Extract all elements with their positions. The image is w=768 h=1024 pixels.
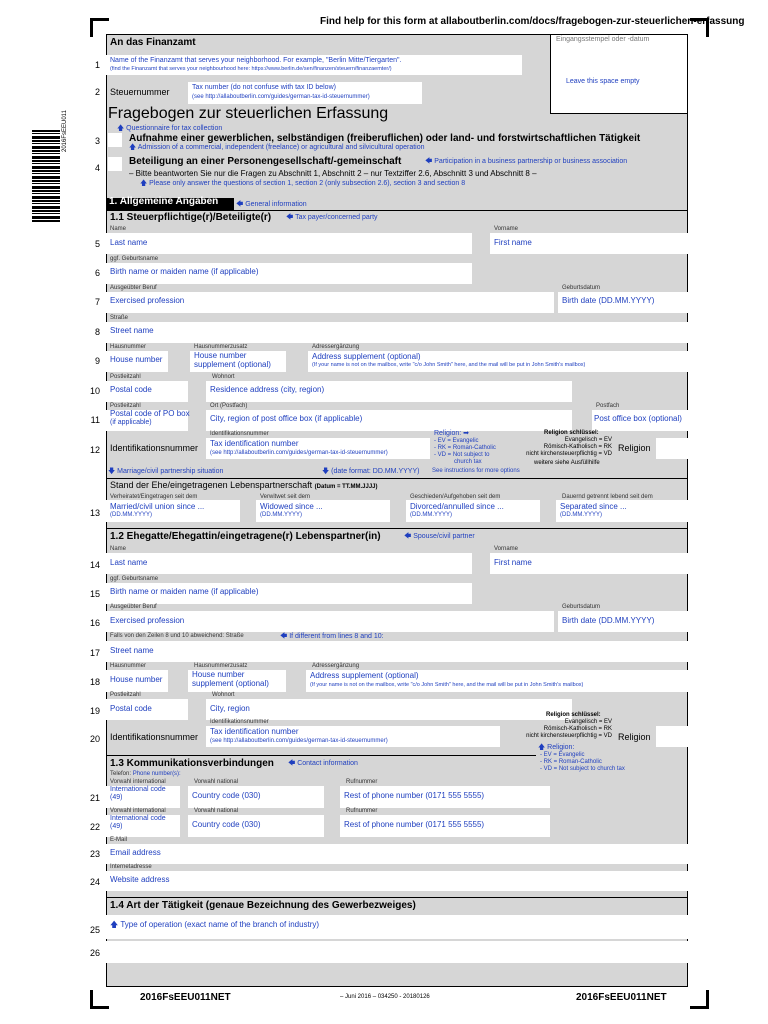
line-number: 14 — [89, 560, 100, 570]
s13-title: 1.3 Kommunikationsverbindungen — [110, 758, 274, 769]
spouse-strasse-hint: 🡄 If different from lines 8 and 10: — [280, 633, 384, 640]
steuernummer-hint: (see http://allaboutberlin.com/guides/german-tax-id-steuernummer) — [192, 94, 370, 100]
s12-hint: 🡄 Spouse/civil partner — [404, 533, 475, 540]
s12-hint-text: Spouse/civil partner — [413, 533, 475, 540]
spouse-name-label: Name — [110, 546, 127, 552]
spouse-religion-hint-text: Religion: — [547, 744, 575, 751]
website-field[interactable] — [106, 871, 688, 891]
spouse-tax-id-value: Tax identification number — [210, 727, 299, 736]
religion-opt: - VD = Not subject to — [434, 452, 490, 458]
separated-fmt: (DD.MM.YYYY) — [560, 512, 602, 518]
footer-form-code-left: 2016FsEEU011NET — [140, 992, 231, 1003]
married-value: Married/civil union since ... — [110, 502, 205, 511]
po-postal-code-hint: (if applicable) — [110, 419, 152, 426]
tax-id-value: Tax identification number — [210, 439, 299, 448]
religion-key: weitere siehe Ausfüllhilfe — [534, 460, 600, 466]
spouse-house-number-value: House number — [110, 675, 163, 684]
section1-hint-text: General information — [245, 201, 307, 208]
widowed-fmt: (DD.MM.YYYY) — [260, 512, 302, 518]
line-number: 23 — [89, 849, 100, 859]
postfach-label: Postfach — [596, 403, 620, 409]
email-field[interactable] — [106, 844, 688, 864]
operation-type-hint-text: Type of operation (exact name of the branch of industry) — [120, 920, 320, 929]
spouse-street-value: Street name — [110, 646, 154, 655]
email-label: E-Mail — [110, 837, 128, 843]
address-supplement-value: Address supplement (optional) — [312, 352, 421, 361]
residence-value: Residence address (city, region) — [210, 385, 325, 394]
phone1-intl-label: Vorwahl international — [110, 779, 166, 785]
tax-id-hint: (see http://allaboutberlin.com/guides/german-tax-id-steuernummer) — [210, 450, 388, 456]
activity-checkbox[interactable] — [108, 133, 122, 147]
spouse-street-field[interactable] — [106, 641, 688, 662]
telefon-label: Telefon: Phone number(s): — [110, 771, 181, 777]
hauszusatz-label: Hausnummerzusatz — [194, 344, 248, 350]
po-box-value: Post office box (optional) — [594, 414, 682, 423]
widowed-label: Verwitwet seit dem — [260, 494, 311, 500]
line-number: 26 — [89, 948, 100, 958]
activity-hint: 🡅 Admission of a commercial, independent (freelance) or agricultural and silvicultural operation — [129, 144, 425, 151]
phone1-rest-label: Rufnummer — [346, 779, 378, 785]
line-number: 8 — [94, 327, 100, 337]
plz-label: Postleitzahl — [110, 374, 141, 380]
spouse-religion-opt: - RK = Roman-Catholic — [540, 759, 602, 765]
marriage-title-text: Stand der Ehe/eingetragenen Lebenspartnerschaft — [110, 480, 313, 490]
marriage-hint: 🡇 Marriage/civil partnership situation — [108, 468, 224, 475]
s11-title: 1.1 Steuerpflichtige(r)/Beteiligte(r) — [110, 212, 272, 223]
barcode — [32, 130, 60, 222]
birth-name-value: Birth name or maiden name (if applicable) — [110, 267, 259, 276]
street-value: Street name — [110, 326, 154, 335]
line-number: 5 — [94, 239, 100, 249]
geburtsdatum-label: Geburtsdatum — [562, 285, 601, 291]
phone1-rest-value: Rest of phone number (0171 555 5555) — [344, 791, 485, 800]
partnership-hint-text: Participation in a business partnership or business association — [434, 158, 628, 165]
line-number: 12 — [89, 445, 100, 455]
spouse-religion-key: Evangelisch = EV — [564, 719, 612, 725]
partnership-hint: 🡄 Participation in a business partnership or business association — [425, 158, 628, 165]
widowed-value: Widowed since ... — [260, 502, 323, 511]
partnership-sub-hint: 🡅 Please only answer the questions of section 1, section 2 (only subsection 2.6), section 3 and section 8 — [140, 180, 466, 187]
spouse-religion-hint: 🡅 Religion: — [538, 744, 575, 751]
section1-title: 1. Allgemeine Angaben — [109, 196, 219, 207]
name-label: Name — [110, 226, 127, 232]
phone2-rest-label: Rufnummer — [346, 808, 378, 814]
religion-opt: - EV = Evangelic — [434, 438, 479, 444]
stamp-label: Eingangsstempel oder -datum — [556, 36, 650, 43]
house-supplement-value: House number supplement (optional) — [194, 351, 271, 369]
line-number: 19 — [89, 706, 100, 716]
help-note: Find help for this form at allaboutberlin.com/docs/fragebogen-zur-steuerlichen-erfassung — [320, 16, 745, 27]
spouse-religion-key: nicht kirchensteuerpflichtig = VD — [526, 733, 612, 739]
steuernummer-label: Steuernummer — [110, 87, 170, 97]
spouse-beruf-label: Ausgeübter Beruf — [110, 604, 157, 610]
geburtsname-label: ggf. Geburtsname — [110, 256, 159, 262]
spouse-strasse-hint-text: If different from lines 8 and 10: — [289, 633, 384, 640]
married-fmt: (DD.MM.YYYY) — [110, 512, 152, 518]
spouse-plz-label: Postleitzahl — [110, 692, 141, 698]
website-value: Website address — [110, 875, 170, 884]
line-number: 9 — [94, 356, 100, 366]
spouse-last-name-value: Last name — [110, 558, 148, 567]
marriage-label: Verheiratet/Eingetragen seit dem — [110, 494, 198, 500]
phone1-nat-label: Vorwahl national — [194, 779, 239, 785]
plzfach-label: Postleitzahl — [110, 403, 141, 409]
phone2-intl-label: Vorwahl international — [110, 808, 166, 814]
form-title: Fragebogen zur steuerlichen Erfassung — [108, 105, 389, 122]
spouse-city-value: City, region — [210, 704, 250, 713]
marriage-hint-text: Marriage/civil partnership situation — [117, 468, 224, 475]
stamp-note: Leave this space empty — [566, 78, 640, 85]
house-number-value: House number — [110, 355, 163, 364]
spouse-religion-opt: - EV = Evangelic — [540, 752, 585, 758]
phone2-nat-value: Country code (030) — [192, 820, 261, 829]
telefon-label-text: Telefon — [110, 771, 130, 777]
s13-divider — [106, 755, 536, 756]
spouse-first-name-value: First name — [494, 558, 532, 567]
religion-hint: Religion: ➡ — [434, 430, 470, 437]
partnership-sub: – Bitte beantworten Sie nur die Fragen zu Abschnitt 1, Abschnitt 2 – nur Textziffer 2.6, Abschnitt 3 und Abschnitt 8 – — [129, 169, 537, 178]
hausnummer-label: Hausnummer — [110, 344, 147, 350]
s14-divider — [106, 897, 688, 898]
s14-title: 1.4 Art der Tätigkeit (genaue Bezeichnung des Gewerbezweiges) — [110, 900, 416, 911]
line-number: 13 — [89, 508, 100, 518]
spouse-hauszusatz-label: Hausnummerzusatz — [194, 663, 248, 669]
line-number: 6 — [94, 268, 100, 278]
line-number: 22 — [89, 822, 100, 832]
spouse-address-supplement-hint: (If your name is not on the mailbox, write "c/o John Smith" here, and the mail will be put in John Smith's mailbox) — [310, 682, 584, 688]
line-number: 11 — [90, 415, 100, 425]
section1-hint: 🡄 General information — [236, 201, 307, 208]
s11-hint-text: Tax payer/concerned party — [295, 214, 378, 221]
divorced-label: Geschieden/Aufgehoben seit dem — [410, 494, 501, 500]
spouse-birth-name-value: Birth name or maiden name (if applicable) — [110, 587, 259, 596]
spouse-last-name-field[interactable] — [106, 553, 472, 574]
phone2-nat-label: Vorwahl national — [194, 808, 239, 814]
separated-label: Dauernd getrennt lebend seit dem — [562, 494, 653, 500]
religion-label: Religion — [618, 443, 651, 453]
line-number: 17 — [89, 648, 100, 658]
spouse-religion-key: Römisch-Katholisch = RK — [543, 726, 612, 732]
religion-key: Römisch-Katholisch = RK — [543, 444, 612, 450]
last-name-field[interactable] — [106, 233, 472, 254]
address-supplement-hint: (If your name is not on the mailbox, write "c/o John Smith" here, and the mail will be put in John Smith's mailbox) — [312, 362, 586, 368]
line-number: 2 — [94, 87, 100, 97]
spouse-religion-label: Religion — [618, 732, 651, 742]
line-number: 15 — [89, 589, 100, 599]
activity-text: Aufnahme einer gewerblichen, selbständigen (freiberuflichen) oder land- und forstwirtschaftlichen Tätigkeit — [129, 133, 641, 144]
marriage-date-hint-text: (date format: DD.MM.YYYY) — [331, 468, 420, 475]
first-name-value: First name — [494, 238, 532, 247]
spouse-profession-value: Exercised profession — [110, 616, 185, 625]
line-number: 25 — [89, 925, 100, 935]
partnership-sub-hint-text: Please only answer the questions of section 1, section 2 (only subsection 2.6), section 3 and section 8 — [149, 180, 466, 187]
spouse-religion-opt: - VD = Not subject to church tax — [540, 766, 625, 772]
s13-hint-text: Contact information — [297, 760, 358, 767]
spouse-wohnort-label: Wohnort — [212, 692, 235, 698]
finanzamt-value: Name of the Finanzamt that serves your neighborhood. For example, "Berlin Mitte/Tiergarten". — [110, 57, 402, 64]
marriage-date-hint: 🡇 (date format: DD.MM.YYYY) — [322, 468, 420, 475]
religion-field[interactable] — [656, 438, 688, 459]
telefon-hint: Phone number(s): — [132, 771, 181, 777]
questionnaire-note-text: Questionnaire for tax collection — [126, 125, 223, 132]
operation-type-hint: 🡅 Type of operation (exact name of the branch of industry) — [110, 920, 320, 929]
religion-opt: church tax — [454, 459, 482, 465]
religion-key: Evangelisch = EV — [564, 437, 612, 443]
spouse-house-supplement-value: House number supplement (optional) — [192, 670, 269, 688]
spouse-adresse-label: Adressergänzung — [312, 663, 360, 669]
marriage-title-small: (Datum = TT.MM.JJJJ) — [314, 484, 378, 490]
corner-mark-bottom-left — [90, 990, 109, 1009]
email-value: Email address — [110, 848, 161, 857]
web-label: Internetadresse — [110, 864, 152, 870]
po-city-value: City, region of post office box (if applicable) — [210, 414, 363, 423]
phone1-nat-value: Country code (030) — [192, 791, 261, 800]
spouse-strasse-label: Falls von den Zeilen 8 und 10 abweichend: Straße — [110, 633, 244, 639]
po-postal-code-value: Postal code of PO box — [110, 409, 190, 418]
questionnaire-note: 🡅 Questionnaire for tax collection — [117, 125, 223, 132]
divorced-value: Divorced/annulled since ... — [410, 502, 504, 511]
religion-key: nicht kirchensteuerpflichtig = VD — [526, 451, 612, 457]
spouse-city-field[interactable] — [206, 699, 572, 720]
line-number: 7 — [94, 297, 100, 307]
s11-hint: 🡄 Tax payer/concerned party — [286, 214, 378, 221]
barcode-text: 2016FsEEU011 — [62, 110, 68, 152]
s12-title: 1.2 Ehegatte/Ehegattin/eingetragene(r) Lebenspartner(in) — [110, 531, 381, 542]
street-field[interactable] — [106, 322, 688, 343]
partnership-checkbox[interactable] — [108, 157, 122, 171]
phone1-intl-value: International code (49) — [110, 786, 166, 801]
finanzamt-hint: (find the Finanzamt that serves your neighbourhood here: https://www.berlin.de/sen/finanzen/steuern/finanzaemter/) — [110, 66, 392, 72]
strasse-label: Straße — [110, 315, 129, 321]
religion-opt: - RK = Roman-Catholic — [434, 445, 496, 451]
spouse-geburtsdatum-label: Geburtsdatum — [562, 604, 601, 610]
marriage-title — [110, 480, 378, 490]
adresse-label: Adressergänzung — [312, 344, 360, 350]
spouse-birth-date-value: Birth date (DD.MM.YYYY) — [562, 616, 655, 625]
id-small-label: Identifikationsnummer — [210, 431, 269, 437]
id-label: Identifikationsnummer — [110, 443, 199, 453]
spouse-geburtsname-label: ggf. Geburtsname — [110, 576, 159, 582]
spouse-religion-field[interactable] — [656, 726, 688, 747]
partnership-text: Beteiligung an einer Personengesellschaft/-gemeinschaft — [129, 156, 402, 167]
vorname-label: Vorname — [494, 226, 519, 232]
spouse-id-small-label: Identifikationsnummer — [210, 719, 269, 725]
line-number: 10 — [89, 386, 100, 396]
spouse-religion-head: Religion schlüssel: — [546, 712, 601, 718]
s12-divider — [106, 528, 688, 529]
postal-code-value: Postal code — [110, 385, 152, 394]
marriage-divider — [106, 478, 688, 479]
birth-date-value: Birth date (DD.MM.YYYY) — [562, 296, 655, 305]
corner-mark-bottom-right — [690, 990, 709, 1009]
last-name-value: Last name — [110, 238, 148, 247]
profession-value: Exercised profession — [110, 296, 185, 305]
line-number: 16 — [89, 618, 100, 628]
spouse-postal-code-value: Postal code — [110, 704, 152, 713]
line-number: 1 — [94, 60, 100, 70]
spouse-vorname-label: Vorname — [494, 546, 519, 552]
religion-more: See instructions for more options — [432, 468, 520, 474]
activity-hint-text: Admission of a commercial, independent (freelance) or agricultural and silvicultural operation — [137, 144, 425, 151]
beruf-label: Ausgeübter Beruf — [110, 285, 157, 291]
separated-value: Separated since ... — [560, 502, 627, 511]
spouse-id-label: Identifikationsnummer — [110, 732, 199, 742]
ortfach-label: Ort (Postfach) — [210, 403, 248, 409]
line-number: 21 — [89, 793, 100, 803]
spouse-address-supplement-value: Address supplement (optional) — [310, 671, 419, 680]
line-number: 18 — [89, 677, 100, 687]
phone2-intl-value: International code (49) — [110, 815, 166, 830]
line-number: 4 — [94, 163, 100, 173]
stamp-box — [550, 34, 688, 114]
footer-form-code-right: 2016FsEEU011NET — [576, 992, 667, 1003]
s13-hint: 🡄 Contact information — [288, 760, 358, 767]
line-number: 3 — [94, 136, 100, 146]
line-number: 24 — [89, 877, 100, 887]
section1-divider — [106, 210, 688, 211]
line-number: 20 — [89, 734, 100, 744]
spouse-hausnummer-label: Hausnummer — [110, 663, 147, 669]
divorced-fmt: (DD.MM.YYYY) — [410, 512, 452, 518]
footer-date: – Juni 2016 – 034250 - 20180126 — [340, 994, 430, 1000]
finanzamt-title: An das Finanzamt — [110, 37, 196, 48]
spouse-tax-id-hint: (see http://allaboutberlin.com/guides/german-tax-id-steuernummer) — [210, 738, 388, 744]
religion-head: Religion schlüssel: — [544, 430, 599, 436]
phone2-rest-value: Rest of phone number (0171 555 5555) — [344, 820, 485, 829]
steuernummer-value: Tax number (do not confuse with tax ID below) — [192, 84, 336, 91]
wohnort-label: Wohnort — [212, 374, 235, 380]
operation-type-field-2[interactable] — [106, 941, 688, 963]
